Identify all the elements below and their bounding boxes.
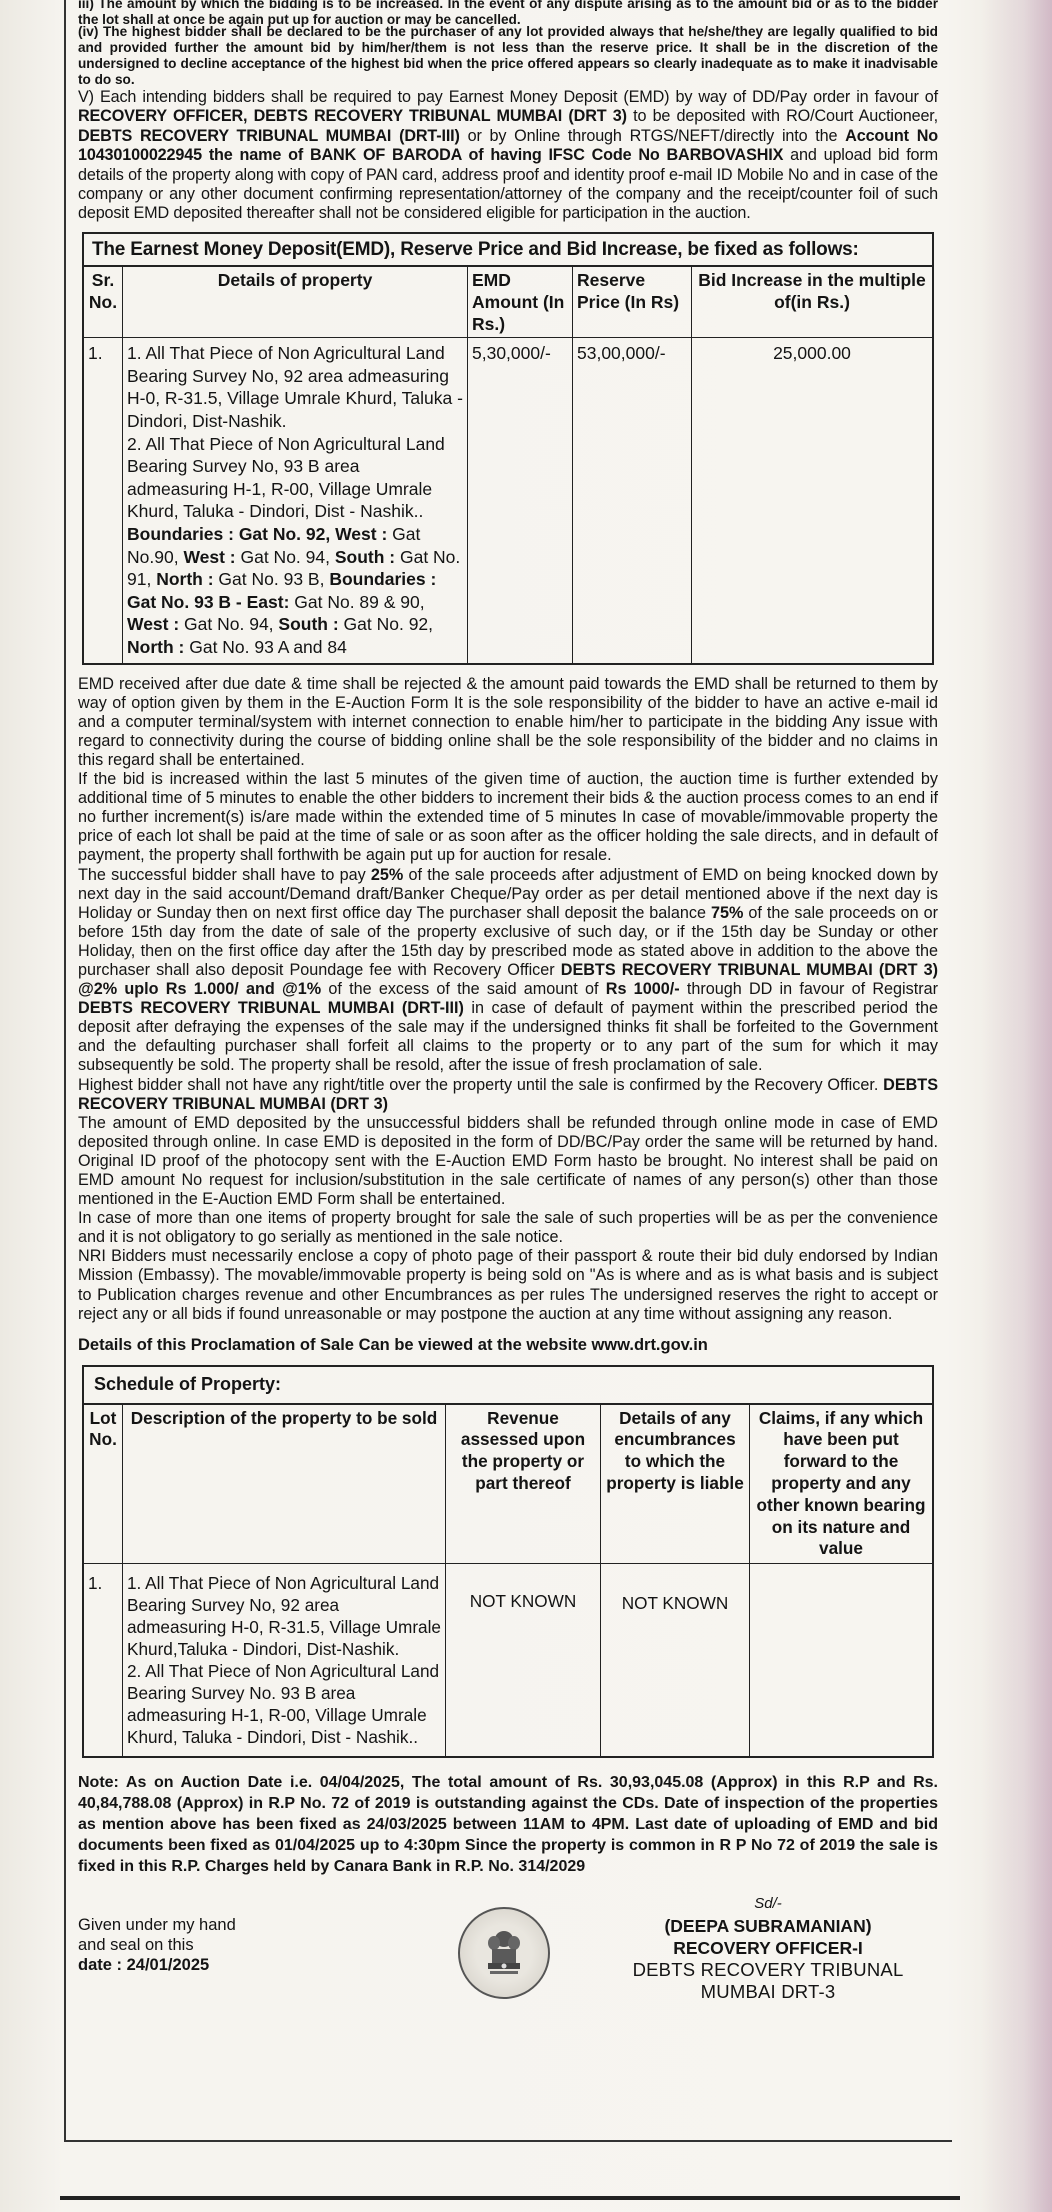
signature-section xyxy=(78,1893,938,2033)
header-bid-increase: Bid Increase in the multiple of(in Rs.) xyxy=(692,267,933,338)
officer-designation: RECOVERY OFFICER-I xyxy=(673,1938,863,1959)
revenue-cell: NOT KNOWN xyxy=(446,1564,601,1757)
boundaries-text: Boundaries : Gat No. 92, West : Gat No.90, West : Gat No. 94, South : Gat No. 91, North : Gat No. 93 B, Boundaries : Gat No. 93 B - East: Gat No. 89 & 90, West : Gat No. 94, South : Gat No. 92, North : Gat No. 93 A and 84 xyxy=(127,524,461,657)
property-details-cell xyxy=(123,338,468,663)
header-sr-no: Sr. No. xyxy=(84,267,123,338)
officer-name: (DEEPA SUBRAMANIAN) xyxy=(664,1916,872,1937)
header-lot-no: Lot No. xyxy=(84,1405,123,1564)
clause-iv: (iv) The highest bidder shall be declared to be the purchaser of any lot provided always that he/she/they are legally qualified to bid and provided further the amount bid by him/her/them is not less than the reserve price. It shall be in the discretion of the undersigned to decline acceptance of the highest bid when the price offered appears so clearly inadequate as to make it inadvisable to do so. xyxy=(78,24,938,87)
header-revenue: Revenue assessed upon the property or part thereof xyxy=(446,1405,601,1564)
lot-no-cell: 1. xyxy=(84,1564,123,1757)
property-item-1: 1. All That Piece of Non Agricultural Land Bearing Survey No, 92 area admeasuring H-0, R-31.5, Village Umrale Khurd, Taluka - Dindori, Dist-Nashik. xyxy=(127,343,463,432)
frame-left-rule xyxy=(64,0,66,2140)
terms-paragraph-emd: EMD received after due date & time shall be rejected & the amount paid towards the EMD shall be returned to them by way of option given by them in the E-Auction Form It is the sole responsibility of the bidder to have an active e-mail id and a computer terminal/system with internet connection to enable him/her to participate in the bidding Any issue with regard to connectivity during the course of bidding online shall be the sole responsibility of the bidder and no claims in this regard shall be entertained. xyxy=(78,674,938,769)
header-details: Details of property xyxy=(123,267,468,338)
header-description: Description of the property to be sold xyxy=(123,1405,446,1564)
website-details: Details of this Proclamation of Sale Can be viewed at the website www.drt.gov.in xyxy=(78,1335,708,1354)
terms-paragraph-multiple-items: In case of more than one items of property brought for sale the sale of such properties will be as per the convenience and it is not obligatory to go serially as mentioned in the sale notice. xyxy=(78,1209,938,1247)
tribunal-name: DEBTS RECOVERY TRIBUNAL MUMBAI DRT-3 xyxy=(632,1959,904,2003)
frame-bottom-rule xyxy=(64,2140,952,2142)
auction-note: Note: As on Auction Date i.e. 04/04/2025, The total amount of Rs. 30,93,045.08 (Approx) in this R.P and Rs. 40,84,788.08 (Approx) in R.P No. 72 of 2019 is outstanding against the CDs. Date of inspection of the properties as mention above has been fixed as 24/03/2025 between 11AM to 4PM. Last date of uploading of EMD and bid documents been fixed as 01/04/2025 up to 4:30pm Since the property is common in R P No 72 of 2019 the sale is fixed in this R.P. Charges held by Canara Bank in R.P. No. 314/2029 xyxy=(78,1774,938,1876)
claims-cell xyxy=(750,1564,933,1757)
clause-v: V) Each intending bidders shall be required to pay Earnest Money Deposit (EMD) by way of DD/Pay order in favour of RECOVERY OFFICER, DEBTS RECOVERY TRIBUNAL MUMBAI (DRT 3) to be deposited with RO/Court Auctioneer, DEBTS RECOVERY TRIBUNAL MUMBAI (DRT-III) or by Online through RTGS/NEFT/directly into the Account No 10430100022945 the name of BANK OF BARODA of having IFSC Code No BARBOVASHIX and upload bid form details of the property along with copy of PAN card, address proof and identity proof e-mail ID Mobile No and in case of the company or any other document confirming representation/attorney of the company and the receipt/counter foil of such deposit EMD deposited thereafter shall not be considered eligible for participation in the auction. xyxy=(78,88,938,223)
officer-signature-block xyxy=(598,1893,938,2003)
emd-table-box xyxy=(82,232,934,665)
property-item-2: 2. All That Piece of Non Agricultural Land Bearing Survey No, 93 B area admeasuring H-1, R-00, Village Umrale Khurd, Taluka - Dindori, Dist - Nashik.. xyxy=(127,433,445,522)
emd-table-title: The Earnest Money Deposit(EMD), Reserve Price and Bid Increase, be fixed as follows: xyxy=(84,234,932,267)
terms-paragraph-extension: If the bid is increased within the last 5 minutes of the given time of auction, the auction time is further extended by additional time of 5 minutes to enable the other bidders to increment their bids & the auction process comes to an end if no further increment(s) is/are made within the extended time of 5 minutes In case of movable/immovable property the price of each lot shall be paid at the time of sale or as soon after as the officer holding the sale directs, and in default of payment, the property shall forthwith be again put up for auction for resale. xyxy=(78,770,938,865)
terms-paragraph-refund: The amount of EMD deposited by the unsuccessful bidders shall be refunded through online mode in case of EMD deposited through online. In case EMD is deposited in the form of DD/BC/Pay order the same will be returned by hand. Original ID proof of the photocopy sent with the E-Auction EMD Form hasto be brought. No interest shall be paid on EMD amount No request for inclusion/substitution in the sale certificate of names of any person(s) other than those mentioned in the E-Auction EMD Form shall be entertained. xyxy=(78,1113,938,1209)
header-encumbrances: Details of any encumbrances to which the property is liable xyxy=(601,1405,750,1564)
schedule-header-row xyxy=(84,1405,932,1564)
terms-paragraph-title: Highest bidder shall not have any right/title over the property until the sale is confirmed by the Recovery Officer. DEBTS RECOVERY TRIBUNAL MUMBAI (DRT 3) xyxy=(78,1075,938,1113)
schedule-box xyxy=(82,1365,934,1758)
header-claims: Claims, if any which have been put forward to the property and any other known bearing on its nature and value xyxy=(750,1405,933,1564)
emd-header-row xyxy=(84,267,932,338)
emd-amount-cell: 5,30,000/- xyxy=(468,338,573,663)
emblem-seal-icon xyxy=(458,1907,550,1999)
terms-paragraph-payment: The successful bidder shall have to pay 25% of the sale proceeds after adjustment of EMD on being knocked down by next day in the said account/Demand draft/Banker Cheque/Pay order as per detail mentioned above if the next day is Holiday or Sunday then on next first office day The purchaser shall deposit the balance 75% of the sale proceeds on or before 15th day from the date of sale of the property exclusive of such day, or if the 15th day be Sunday or other Holiday, then on the first office day after the 15th day by prescribed mode as stated above in addition to the above the purchaser shall also deposit Poundage fee with Recovery Officer DEBTS RECOVERY TRIBUNAL MUMBAI (DRT 3) @2% uplo Rs 1.000/ and @1% of the excess of the said amount of Rs 1000/- through DD in favour of Registrar DEBTS RECOVERY TRIBUNAL MUMBAI (DRT-III) in case of default of payment within the prescribed period the deposit after defraying the expenses of the sale may if the undersigned thinks fit shall be forfeited to the Government and the defaulting purchaser shall forfeit all claims to the property or to any part of the sum for which it may subsequently be sold. The property shall be resold, after the issue of fresh proclamation of sale. xyxy=(78,865,938,1075)
notice-date: date : 24/01/2025 xyxy=(78,1956,210,1975)
given-under-hand: Given under my hand and seal on this date : 24/01/2025 xyxy=(78,1916,236,1975)
table-row xyxy=(84,1564,932,1757)
signed-mark: Sd/- xyxy=(754,1895,782,1913)
encumbrances-cell: NOT KNOWN xyxy=(601,1564,750,1757)
terms-section xyxy=(78,675,938,1324)
emd-table xyxy=(84,267,932,662)
lion-capital-icon xyxy=(482,1925,526,1981)
reserve-price-cell: 53,00,000/- xyxy=(573,338,692,663)
schedule-item-2: 2. All That Piece of Non Agricultural Land Bearing Survey No. 93 B area admeasuring H-1, R-00, Village Umrale Khurd, Taluka - Dindori, Dist - Nashik.. xyxy=(127,1661,440,1748)
schedule-table xyxy=(84,1405,932,1757)
clause-iii: iii) The amount by which the bidding is to be increased. In the event of any dispute arising as to the amount bid or as to the bidder the lot shall at once be again put up for auction or may be cancelled. xyxy=(78,0,938,27)
header-emd-amount: EMD Amount (In Rs.) xyxy=(468,267,573,338)
sr-no-cell: 1. xyxy=(84,338,123,663)
description-cell xyxy=(123,1564,446,1757)
bid-increase-cell: 25,000.00 xyxy=(692,338,933,663)
page-bottom-rule xyxy=(60,2196,960,2200)
table-row xyxy=(84,338,932,663)
schedule-item-1: 1. All That Piece of Non Agricultural Land Bearing Survey No, 92 area admeasuring H-0, R-31.5, Village Umrale Khurd,Taluka - Dindori, Dist-Nashik. xyxy=(127,1573,441,1660)
header-reserve-price: Reserve Price (In Rs) xyxy=(573,267,692,338)
page-edge-shadow xyxy=(982,0,1052,2212)
terms-paragraph-nri: NRI Bidders must necessarily enclose a copy of photo page of their passport & route their bid duly endorsed by Indian Mission (Embassy). The movable/immovable property is being sold on "As is where and as is what basis and is subject to Publication charges revenue and other Encumbrances as per rules The undersigned reserves the right to accept or reject any or all bids if found unreasonable or may postpone the auction at any time without assigning any reason. xyxy=(78,1247,938,1323)
schedule-title: Schedule of Property: xyxy=(84,1367,932,1404)
notice-content xyxy=(78,0,938,2033)
